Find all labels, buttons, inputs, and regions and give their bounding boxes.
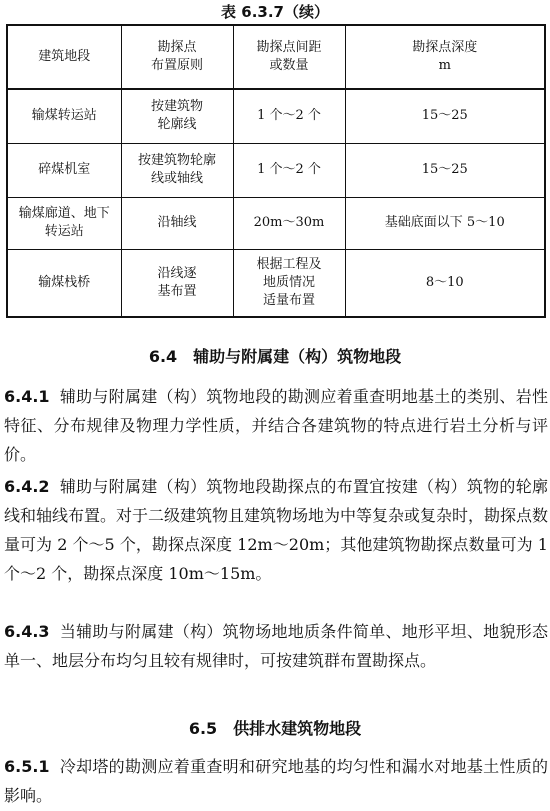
cell-text: 15～25 [421,162,468,177]
cell-text: 基础底面以下 5～10 [384,215,505,230]
clause-number: 6.4.3 [4,622,50,641]
header-cell [7,25,121,89]
clause-number: 6.5.1 [4,757,50,776]
header-text: 勘探点间距 或数量 [256,40,322,73]
table-caption: 表 6.3.7（续） [221,3,329,21]
table-cell [345,89,545,143]
section-heading: 6.5 供排水建筑物地段 [188,719,362,738]
table-cell [345,197,545,249]
table-row [7,89,545,143]
clause-paragraph [4,472,548,588]
header-text: 建筑地段 [38,49,91,64]
clause-number: 6.4.2 [4,477,50,496]
cell-text: 沿轴线 [157,215,197,230]
cell-text: 按建筑物轮廓 线或轴线 [137,153,216,186]
header-text: 勘探点 布置原则 [150,40,203,73]
table-cell [233,197,345,249]
cell-text: 输煤廊道、地下 转运站 [18,206,110,239]
clause-text: 冷却塔的勘测应着重查明和研究地基的均匀性和漏水对地基土性质的影响。 [4,757,548,805]
clause-text: 辅助与附属建（构）筑物地段勘探点的布置宜按建（构）筑物的轮廓线和轴线布置。对于二级建筑物且建筑物场地为中等复杂或复杂时，勘探点数量可为 2 个～5 个，勘探点深度 12m～20m；其他建筑物勘探点数量可为 1 个～2 个，勘探点深度 10m～15m。 [4,477,549,583]
clause-number: 6.4.1 [4,387,50,406]
exploration-table [6,24,546,318]
table-row [7,197,545,249]
cell-text: 输煤栈桥 [38,274,91,290]
clause-text: 当辅助与附属建（构）筑物场地地质条件简单、地形平坦、地貌形态单一、地层分布均匀且较有规律时，可按建筑群布置勘探点。 [4,622,548,670]
header-cell [345,25,545,89]
clause-text: 辅助与附属建（构）筑物地段的勘测应着重查明地基土的类别、岩性特征、分布规律及物理力学性质，并结合各建筑物的特点进行岩土分析与评价。 [4,387,548,464]
cell-text: 根据工程及 地质情况 适量布置 [256,256,322,308]
cell-text: 碎煤机室 [38,162,91,177]
table-cell [121,249,233,317]
table-row [7,143,545,197]
clause-paragraph [4,752,548,810]
table-row [7,249,545,317]
header-cell [233,25,345,89]
clause-paragraph [4,617,548,675]
table-cell [121,197,233,249]
table-cell [233,249,345,317]
table-cell [7,249,121,317]
cell-text: 按建筑物 轮廓线 [150,99,203,133]
cell-text: 1 个～2 个 [257,108,321,124]
table-cell [233,143,345,197]
table-cell [345,249,545,317]
cell-text: 15～25 [421,108,468,124]
header-text: 勘探点深度 m [412,40,478,73]
table-cell [121,89,233,143]
header-cell [121,25,233,89]
cell-text: 20m～30m [253,215,325,230]
table-cell [7,89,121,143]
section-heading: 6.4 辅助与附属建（构）筑物地段 [148,347,402,366]
clause-paragraph [4,382,548,469]
table-cell [345,143,545,197]
table-cell [7,197,121,249]
table-cell [121,143,233,197]
table-header-row [7,25,545,89]
cell-text: 1 个～2 个 [257,162,321,177]
table-cell [233,89,345,143]
cell-text: 输煤转运站 [31,108,97,124]
cell-text: 8～10 [425,274,464,290]
table-cell [7,143,121,197]
cell-text: 沿线逐 基布置 [157,265,197,299]
